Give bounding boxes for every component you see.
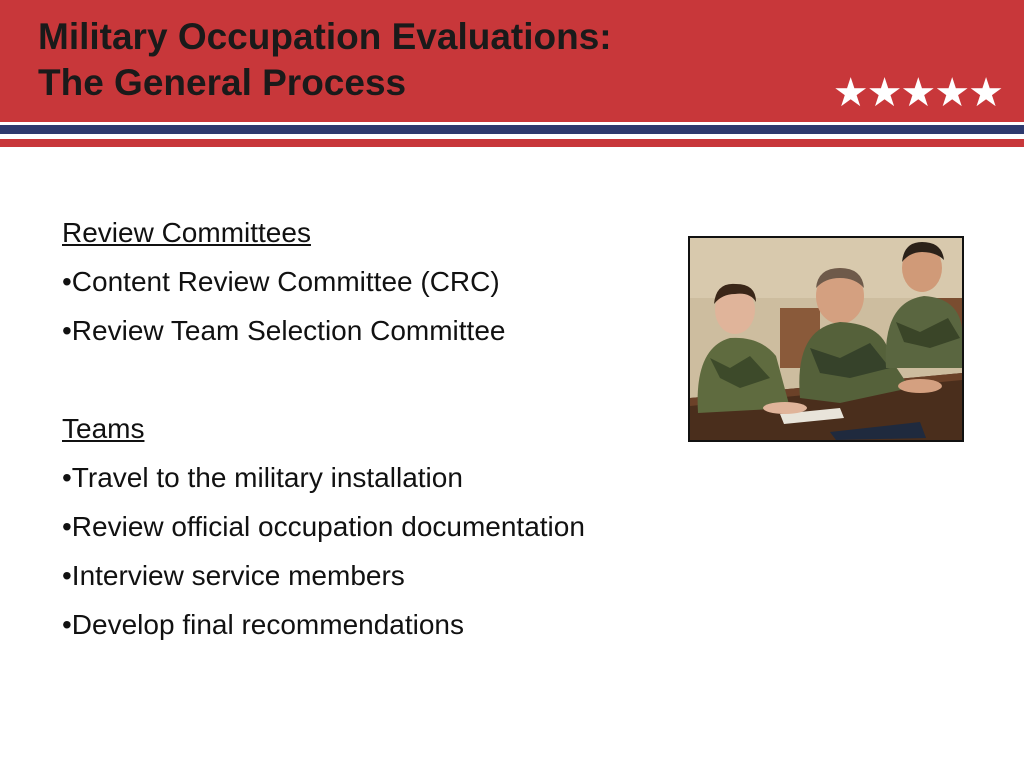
stars-icon: ★★★★★ [832, 70, 1002, 116]
section-heading-teams: Teams [62, 413, 145, 444]
title-banner [0, 0, 1024, 122]
bullet-item: •Review Team Selection Committee [62, 315, 506, 346]
bullet-item: •Travel to the military installation [62, 462, 463, 493]
slide-title-line-2: The General Process [38, 62, 407, 103]
bullet-item: •Interview service members [62, 560, 405, 591]
divider-stripe-blue [0, 125, 1024, 134]
divider-stripe-red [0, 139, 1024, 147]
photo-illustration [690, 238, 962, 440]
spacer [62, 355, 682, 404]
bullet-item: •Develop final recommendations [62, 609, 465, 640]
slide-body [62, 208, 682, 649]
bullet-item: •Content Review Committee (CRC) [62, 266, 500, 297]
section-heading-review-committees: Review Committees [62, 217, 311, 248]
service-members-photo [688, 236, 964, 442]
bullet-item: •Review official occupation documentation [62, 511, 585, 542]
slide-title-line-1: Military Occupation Evaluations: [38, 16, 612, 57]
slide-title [38, 14, 612, 106]
